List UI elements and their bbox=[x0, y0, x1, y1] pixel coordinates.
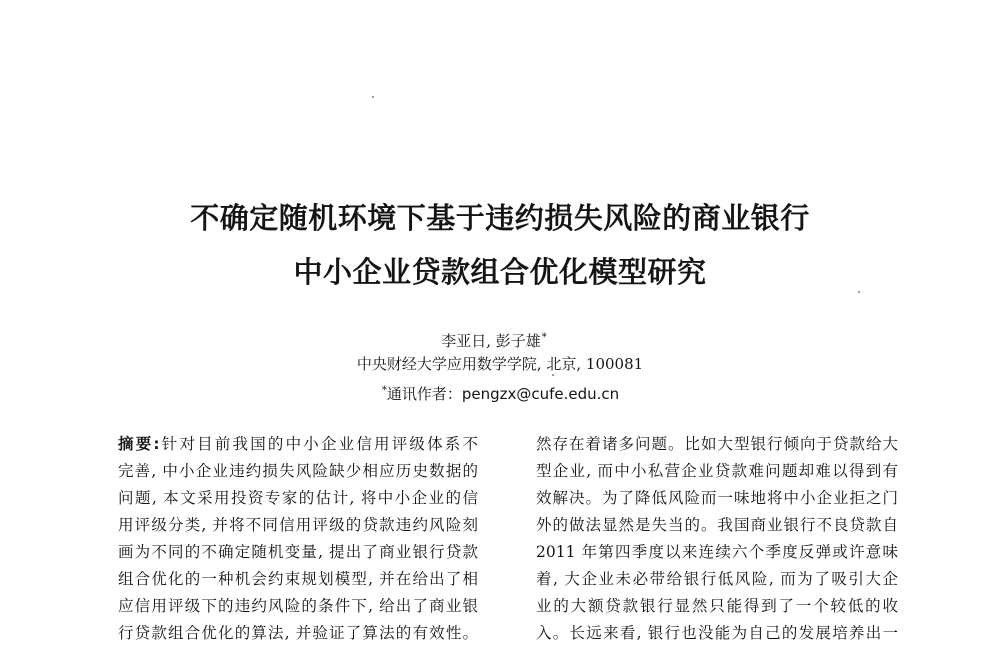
abstract-line bbox=[118, 431, 478, 458]
affiliation: 中央财经大学应用数学学院, 北京, 100081 bbox=[356, 355, 644, 373]
abstract-label: 摘要: bbox=[118, 435, 160, 453]
correspondence-line bbox=[0, 381, 1000, 404]
author-names: 李亚日, 彭子雄 bbox=[441, 332, 541, 350]
abstract-line: 行贷款组合优化的算法, 并验证了算法的有效性。 bbox=[118, 624, 478, 642]
body-line: 型企业, 而中小私营企业贷款难问题却难以得到有 bbox=[536, 462, 898, 480]
body-column-right bbox=[536, 431, 898, 647]
abstract-line: 完善, 中小企业违约损失风险缺少相应历史数据的 bbox=[118, 462, 478, 480]
corresponding-author-mark: * bbox=[541, 332, 547, 343]
correspondence-mark: * bbox=[381, 385, 387, 396]
body-line: 外的做法显然是失当的。我国商业银行不良贷款自 bbox=[536, 516, 898, 534]
body-line: 入。长远来看, 银行也没能为自己的发展培养出一 bbox=[536, 624, 898, 642]
correspondence-label: 通讯作者： bbox=[386, 385, 462, 403]
body-line: 然存在着诸多问题。比如大型银行倾向于贷款给大 bbox=[536, 435, 898, 453]
correspondence-email: pengzx@cufe.edu.cn bbox=[461, 385, 620, 403]
body-line: 效解决。为了降低风险而一味地将中小企业拒之门 bbox=[536, 489, 898, 507]
body-line: 着, 大企业未必带给银行低风险, 而为了吸引大企 bbox=[536, 570, 898, 588]
body-line: 2011 年第四季度以来连续六个季度反弹或许意味 bbox=[536, 543, 898, 561]
abstract-line: 画为不同的不确定随机变量, 提出了商业银行贷款 bbox=[118, 543, 478, 561]
author-list bbox=[0, 328, 994, 351]
scan-speck bbox=[372, 96, 374, 98]
abstract-column bbox=[118, 431, 478, 647]
paper-title-line-2: 中小企业贷款组合优化模型研究 bbox=[293, 255, 707, 289]
abstract-line: 用评级分类, 并将不同信用评级的贷款违约风险刻 bbox=[118, 516, 478, 534]
paper-title-line-1: 不确定随机环境下基于违约损失风险的商业银行 bbox=[190, 201, 810, 235]
abstract-line: 应信用评级下的违约风险的条件下, 给出了商业银 bbox=[118, 597, 478, 615]
scan-speck bbox=[552, 374, 554, 376]
abstract-line: 组合优化的一种机会约束规划模型, 并在给出了相 bbox=[118, 570, 478, 588]
abstract-line-text: 针对目前我国的中小企业信用评级体系不 bbox=[159, 435, 478, 453]
scan-speck bbox=[858, 291, 860, 293]
abstract-line: 问题, 本文采用投资专家的估计, 将中小企业的信 bbox=[118, 489, 478, 507]
body-line: 业的大额贷款银行显然只能得到了一个较低的收 bbox=[536, 597, 898, 615]
